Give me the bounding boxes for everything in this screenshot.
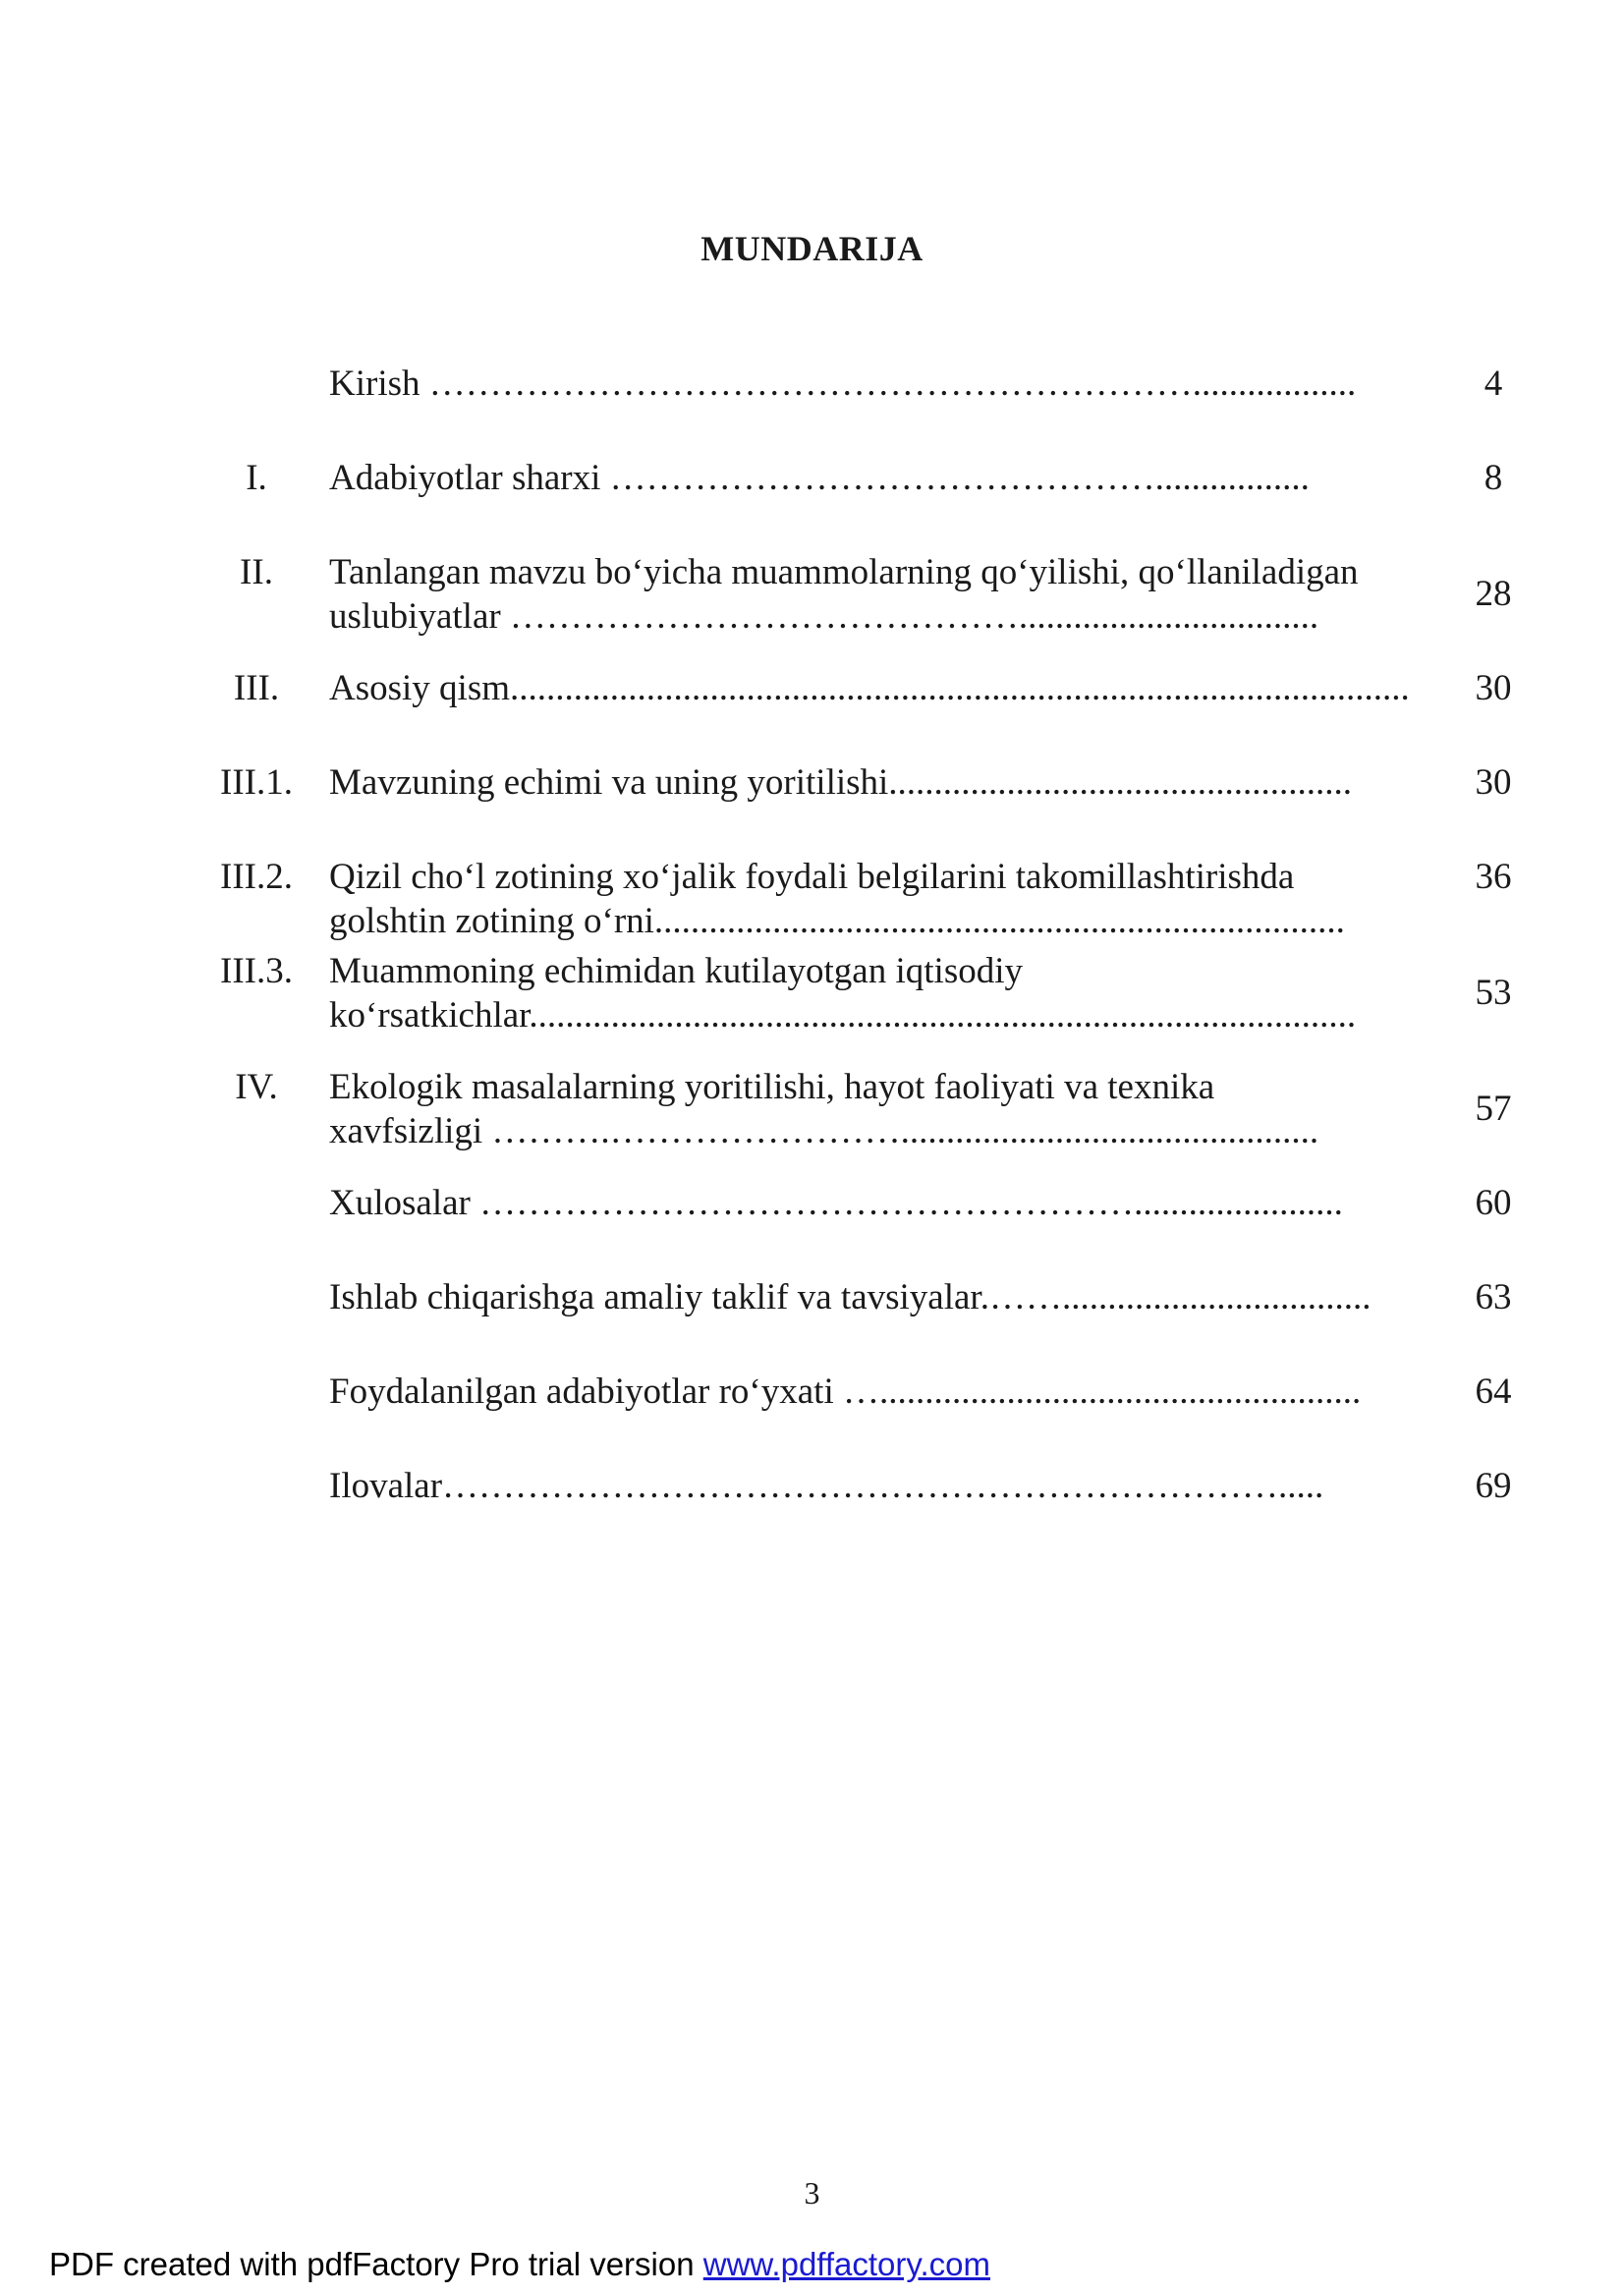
toc-entry-number: IV. <box>235 1067 278 1107</box>
toc-entry-line: Adabiyotlar sharxi ………………………………………................. <box>329 458 1310 498</box>
toc-entry-page: 30 <box>1475 668 1512 708</box>
toc-entry-page: 63 <box>1475 1277 1512 1317</box>
toc-entry-page: 64 <box>1475 1372 1512 1412</box>
toc-entry-line: ko‘rsatkichlar........................................................................................... <box>329 995 1357 1036</box>
toc-entry-number: III. <box>233 668 280 708</box>
toc-entry-title <box>329 1181 1439 1225</box>
toc-entry-title <box>329 456 1439 500</box>
page-number: 3 <box>804 2175 820 2211</box>
toc-entry-number: III.1. <box>220 762 293 803</box>
toc-entry-title <box>329 949 1439 1037</box>
toc-entry-title <box>329 362 1439 406</box>
footer-text: PDF created with pdfFactory Pro trial version <box>49 2246 703 2282</box>
toc-entry-title <box>329 1065 1439 1153</box>
toc-entry-line: uslubiyatlar ……………………………………................................. <box>329 596 1319 637</box>
pdf-footer-note <box>49 2246 990 2283</box>
toc-entry-title <box>329 760 1439 805</box>
toc-entry-title <box>329 1464 1439 1508</box>
toc-entry-line: Ilovalar……………………………………………………………..... <box>329 1466 1324 1506</box>
toc-entry-page: 30 <box>1475 762 1512 803</box>
toc-entry-line: Muammoning echimidan kutilayotgan iqtisodiy <box>329 951 1023 991</box>
toc-entry-page: 57 <box>1475 1089 1512 1129</box>
toc-entry-page: 36 <box>1475 857 1512 897</box>
toc-entry-title <box>329 666 1439 710</box>
toc-entry-page: 4 <box>1484 364 1503 404</box>
toc-entry-title <box>329 550 1439 639</box>
toc-entry-line: xavfsizligi ……….…………………….............................................. <box>329 1111 1319 1151</box>
toc-entry-line: Foydalanilgan adabiyotlar ro‘yxati …..................................................... <box>329 1372 1362 1412</box>
toc-entry-line: golshtin zotining o‘rni............................................................................ <box>329 901 1345 941</box>
toc-entry-line: Ishlab chiqarishga amaliy taklif va tavsiyalar.…….................................. <box>329 1277 1372 1317</box>
toc-entry-line: Tanlangan mavzu bo‘yicha muammolarning qo‘yilishi, qo‘llaniladigan <box>329 552 1359 592</box>
toc-entry-line: Asosiy qism................................................................................................... <box>329 668 1410 708</box>
toc-entry-number: III.3. <box>220 951 293 991</box>
toc-entry-page: 60 <box>1475 1183 1512 1223</box>
toc-entry-page: 69 <box>1475 1466 1512 1506</box>
toc-entry-title <box>329 1275 1439 1319</box>
toc-entry-page: 28 <box>1475 574 1512 614</box>
toc-entry-number: III.2. <box>220 857 293 897</box>
toc-entry-title <box>329 1370 1439 1414</box>
toc-entry-line: Kirish ……………………………………………………….................. <box>329 364 1357 404</box>
toc-entry-number: I. <box>246 458 267 498</box>
toc-entry-number: II. <box>240 552 273 592</box>
toc-entry-page: 53 <box>1475 973 1512 1013</box>
toc-entry-line: Mavzuning echimi va uning yoritilishi................................................... <box>329 762 1353 803</box>
toc-entry-line: Ekologik masalalarning yoritilishi, hayot faoliyati va texnika <box>329 1067 1215 1107</box>
toc-entry-line: Qizil cho‘l zotining xo‘jalik foydali belgilarini takomillashtirishda <box>329 857 1295 897</box>
toc-entry-page: 8 <box>1484 458 1503 498</box>
page-title: MUNDARIJA <box>700 229 924 268</box>
footer-link[interactable]: www.pdffactory.com <box>702 2246 990 2282</box>
toc-entry-title <box>329 855 1439 943</box>
toc-entry-line: Xulosalar ………………………………………………....................... <box>329 1183 1343 1223</box>
